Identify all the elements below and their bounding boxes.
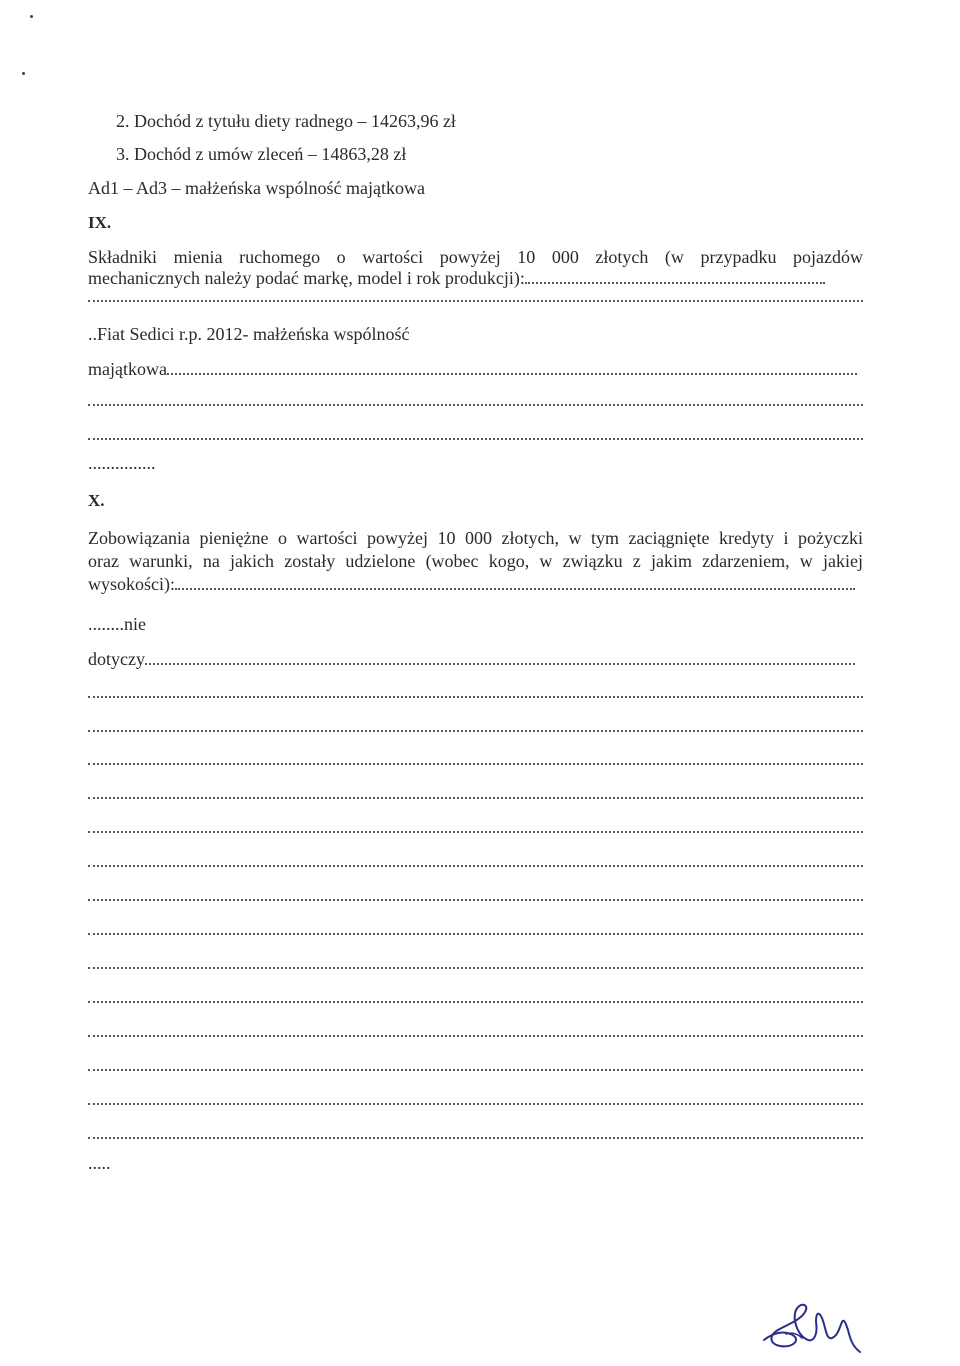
dotted-line bbox=[88, 1031, 863, 1037]
dotted-line bbox=[88, 400, 863, 406]
signature-scribble bbox=[756, 1296, 866, 1356]
income-note: Ad1 – Ad3 – małżeńska wspólność majątkowa bbox=[88, 178, 425, 198]
section-ix-text-line-2-label: mechanicznych należy podać markę, model i rok produkcji): bbox=[88, 268, 525, 288]
income-item-3: 3. Dochód z umów zleceń – 14863,28 zł bbox=[116, 144, 407, 164]
dotted-line bbox=[88, 827, 863, 833]
section-ix-answer-line-2 bbox=[88, 358, 863, 380]
section-x-heading: X. bbox=[88, 491, 105, 510]
dotted-line bbox=[88, 1065, 863, 1071]
dotted-line bbox=[88, 692, 863, 698]
section-x-text-line-3 bbox=[88, 573, 863, 595]
section-x-text-line-3-label: wysokości): bbox=[88, 574, 175, 594]
section-x-tail-dots: ..... bbox=[88, 1153, 111, 1173]
dotted-fill bbox=[145, 662, 855, 665]
dotted-line bbox=[88, 861, 863, 867]
section-x-answer-line-2 bbox=[88, 648, 863, 670]
section-x-text-line-1: Zobowiązania pieniężne o wartości powyżej 10 000 złotych, w tym zaciągnięte kredyty i pożyczki bbox=[88, 528, 863, 548]
dotted-line bbox=[88, 895, 863, 901]
income-item-2: 2. Dochód z tytułu diety radnego – 14263,96 zł bbox=[116, 111, 456, 131]
scan-speck bbox=[22, 72, 25, 75]
dotted-line bbox=[88, 1099, 863, 1105]
dotted-fill bbox=[175, 587, 855, 590]
section-ix-text-line-1: Składniki mienia ruchomego o wartości powyżej 10 000 złotych (w przypadku pojazdów bbox=[88, 247, 863, 267]
dotted-line bbox=[88, 434, 863, 440]
dotted-fill bbox=[167, 372, 857, 375]
dotted-line bbox=[88, 793, 863, 799]
dotted-line bbox=[88, 997, 863, 1003]
dotted-line bbox=[88, 296, 863, 302]
dotted-line bbox=[88, 726, 863, 732]
section-x-text-line-2: oraz warunki, na jakich zostały udzielone (wobec kogo, w związku z jakim zdarzeniem, w jakiej bbox=[88, 551, 863, 571]
section-x-answer-line-1: ........nie bbox=[88, 614, 146, 634]
section-ix-answer-line-2-label: majątkowa bbox=[88, 359, 167, 379]
dotted-fill bbox=[525, 281, 825, 284]
section-ix-answer-line-1: ..Fiat Sedici r.p. 2012- małżeńska wspólność bbox=[88, 324, 410, 344]
scan-speck bbox=[30, 15, 33, 18]
section-x-answer-line-2-label: dotyczy bbox=[88, 649, 145, 669]
dotted-line bbox=[88, 759, 863, 765]
section-ix-text-line-2 bbox=[88, 267, 863, 289]
dotted-line bbox=[88, 963, 863, 969]
section-ix-tail-dots: ............... bbox=[88, 453, 156, 473]
dotted-line bbox=[88, 1133, 863, 1139]
dotted-line bbox=[88, 929, 863, 935]
section-ix-heading: IX. bbox=[88, 213, 112, 232]
